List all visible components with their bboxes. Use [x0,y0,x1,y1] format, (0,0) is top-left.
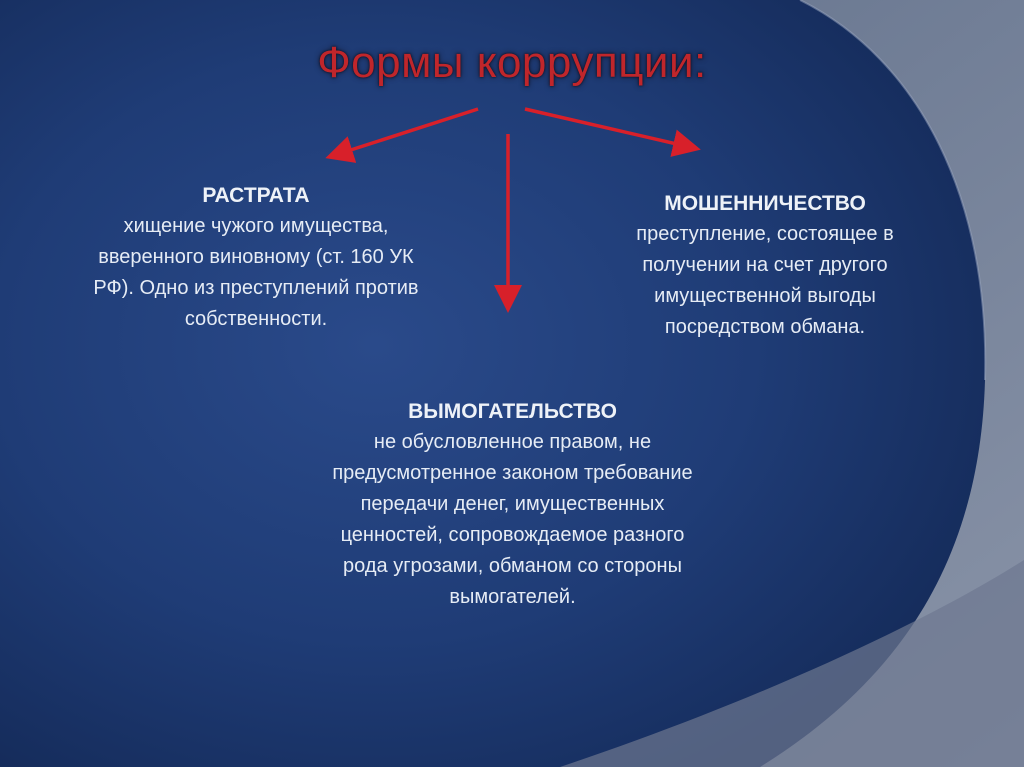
rastrata-line: вверенного виновному (ст. 160 УК [98,246,414,268]
arrow-left [332,109,478,156]
slide-title: Формы коррупции: [317,38,707,87]
arrow-right [525,109,694,148]
rastrata-line: хищение чужого имущества, [123,215,389,237]
vymogatelstvo-line: передачи денег, имущественных [360,493,665,515]
moshennichestvo-line: преступление, состоящее в [636,223,894,245]
vymogatelstvo-line: не обусловленное правом, не [373,431,652,453]
moshennichestvo-line: получении на счет другого [642,254,888,276]
moshennichestvo-line: имущественной выгоды [654,285,876,307]
vymogatelstvo-block [275,396,750,613]
rastrata-line: РФ). Одно из преступлений против [93,277,419,299]
moshennichestvo-line: посредством обмана. [664,316,866,338]
moshennichestvo-block [580,188,950,343]
vymogatelstvo-line: рода угрозами, обманом со стороны [343,555,682,577]
vymogatelstvo-line: предусмотренное законом требование [332,462,693,484]
rastrata-line: собственности. [184,308,328,330]
moshennichestvo-heading: МОШЕННИЧЕСТВО [664,192,866,215]
vymogatelstvo-line: ценностей, сопровождаемое разного [340,524,685,546]
rastrata-block [36,180,476,335]
vymogatelstvo-heading: ВЫМОГАТЕЛЬСТВО [408,400,617,423]
rastrata-heading: РАСТРАТА [202,184,310,207]
vymogatelstvo-line: вымогателей. [449,586,576,608]
